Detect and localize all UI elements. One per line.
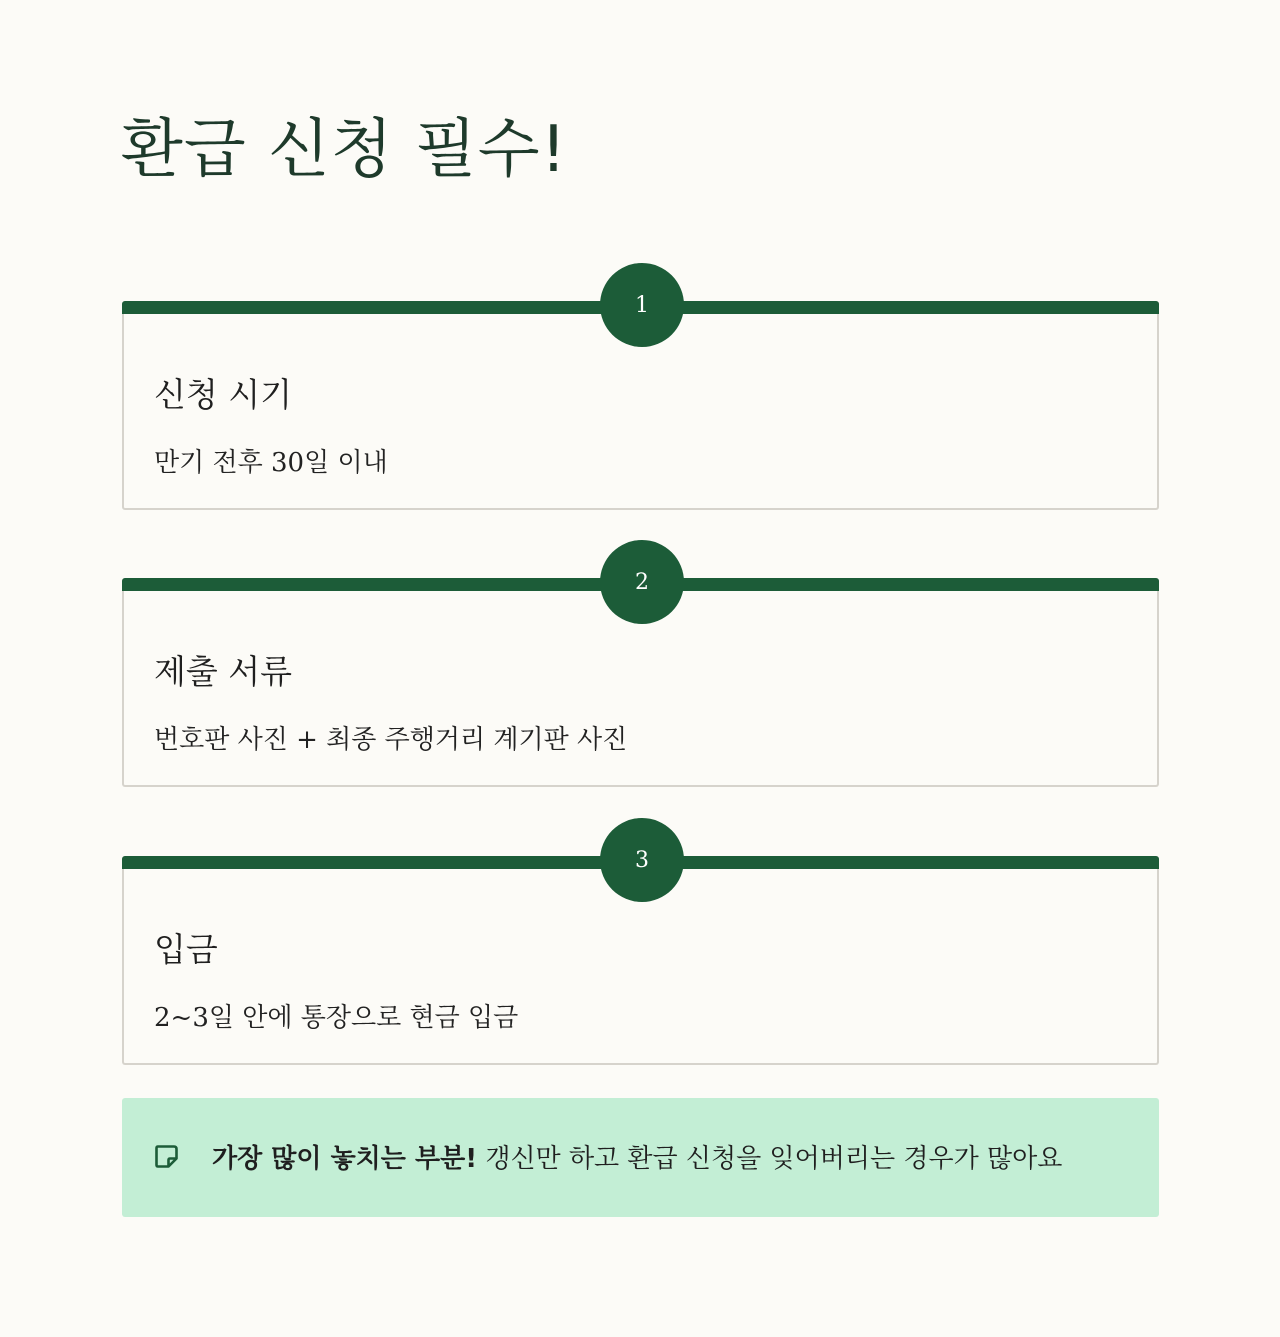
step-number-badge: 2 [600,540,684,624]
tip-emphasis: 가장 많이 놓치는 부분! [212,1144,478,1174]
step-card-1 [122,292,1159,510]
step-description: 번호판 사진 + 최종 주행거리 계기판 사진 [154,725,628,755]
note-icon [154,1144,179,1169]
step-number-badge: 3 [600,818,684,902]
step-heading: 입금 [154,930,218,969]
tip-body: 갱신만 하고 환급 신청을 잊어버리는 경우가 많아요 [477,1144,1063,1174]
page-title: 환급 신청 필수! [121,113,568,187]
step-card-3 [122,847,1159,1065]
step-description: 2~3일 안에 통장으로 현금 입금 [154,1003,519,1033]
tip-callout [122,1098,1159,1217]
step-number-badge: 1 [600,263,684,347]
step-description: 만기 전후 30일 이내 [154,448,388,478]
step-heading: 제출 서류 [154,652,293,691]
step-card-2 [122,569,1159,787]
step-heading: 신청 시기 [154,375,293,414]
tip-text [212,1138,1062,1175]
